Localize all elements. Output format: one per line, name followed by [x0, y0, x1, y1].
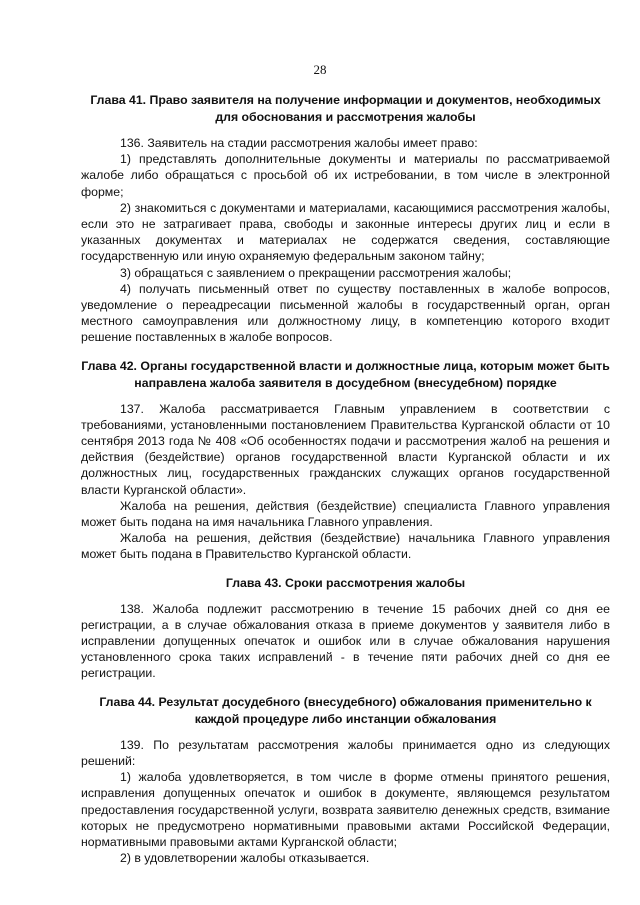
paragraph: 3) обращаться с заявлением о прекращении рассмотрения жалобы;	[120, 265, 512, 280]
chapter-42	[81, 358, 610, 563]
paragraph: 1) представлять дополнительные документы и материалы по рассматриваемой жалобе либо обращаться с просьбой об их истребовании, в том числе в электронной форме;	[81, 152, 610, 199]
document-body	[81, 92, 610, 866]
chapter-44-heading: Глава 44. Результат досудебного (внесудебного) обжалования применительно к каждой процедуре либо инстанции обжалования	[99, 694, 592, 726]
page-number: 28	[313, 62, 327, 77]
paragraph: 4) получать письменный ответ по существу поставленных в жалобе вопросов, уведомление о переадресации письменной жалобы в государственный орган, орган местного самоуправления или должностному лицу, в компетенцию которого входит решение поставленных в жалобе вопросов.	[81, 281, 610, 345]
chapter-41-heading: Глава 41. Право заявителя на получение информации и документов, необходимых для обоснования и рассмотрения жалобы	[90, 93, 601, 124]
paragraph: 137. Жалоба рассматривается Главным управлением в соответствии с требованиями, установленными постановлением Правительства Курганской области от 10 сентября 2013 года № 408 «Об особенностях подачи и рассмотрения жалоб на решения и действия (бездействие) органов государственной власти Курганской области и их должностных лиц, государственных гражданских служащих органов государственной власти Курганской области».	[81, 401, 610, 497]
paragraph: 2) в удовлетворении жалобы отказывается.	[120, 851, 370, 866]
paragraph: 138. Жалоба подлежит рассмотрению в течение 15 рабочих дней со дня ее регистрации, а в случае обжалования отказа в приеме документов у заявителя либо в исправлении допущенных опечаток и ошибок или в случае обжалования нарушения установленного срока таких исправлений - в течение пяти рабочих дней со дня ее регистрации.	[81, 601, 610, 681]
paragraph: 2) знакомиться с документами и материалами, касающимися рассмотрения жалобы, если это не затрагивает права, свободы и законные интересы других лиц и если в указанных документах и материалах не содержатся сведения, составляющие государственную или иную охраняемую федеральным законом тайну;	[81, 200, 610, 264]
chapter-41	[81, 92, 610, 346]
paragraph: 139. По результатам рассмотрения жалобы принимается одно из следующих решений:	[81, 737, 610, 768]
chapter-43	[81, 575, 610, 682]
chapter-42-heading: Глава 42. Органы государственной власти и должностные лица, которым может быть направлена жалоба заявителя в досудебном (внесудебном) порядке	[81, 358, 610, 390]
paragraph: 1) жалоба удовлетворяется, в том числе в форме отмены принятого решения, исправления допущенных опечаток и ошибок в документе, являющемся результатом предоставления государственной услуги, возврата заявителю денежных средств, взимание которых не предусмотрено нормативными правовыми актами Российской Федерации, нормативными правовыми актами Курганской области;	[81, 770, 610, 849]
paragraph: Жалоба на решения, действия (бездействие) начальника Главного управления может быть подана в Правительство Курганской области.	[81, 531, 610, 562]
chapter-44	[81, 694, 610, 867]
paragraph: 136. Заявитель на стадии рассмотрения жалобы имеет право:	[120, 136, 478, 150]
chapter-43-heading: Глава 43. Сроки рассмотрения жалобы	[225, 575, 466, 590]
paragraph: Жалоба на решения, действия (бездействие) специалиста Главного управления может быть подана на имя начальника Главного управления.	[81, 498, 610, 530]
